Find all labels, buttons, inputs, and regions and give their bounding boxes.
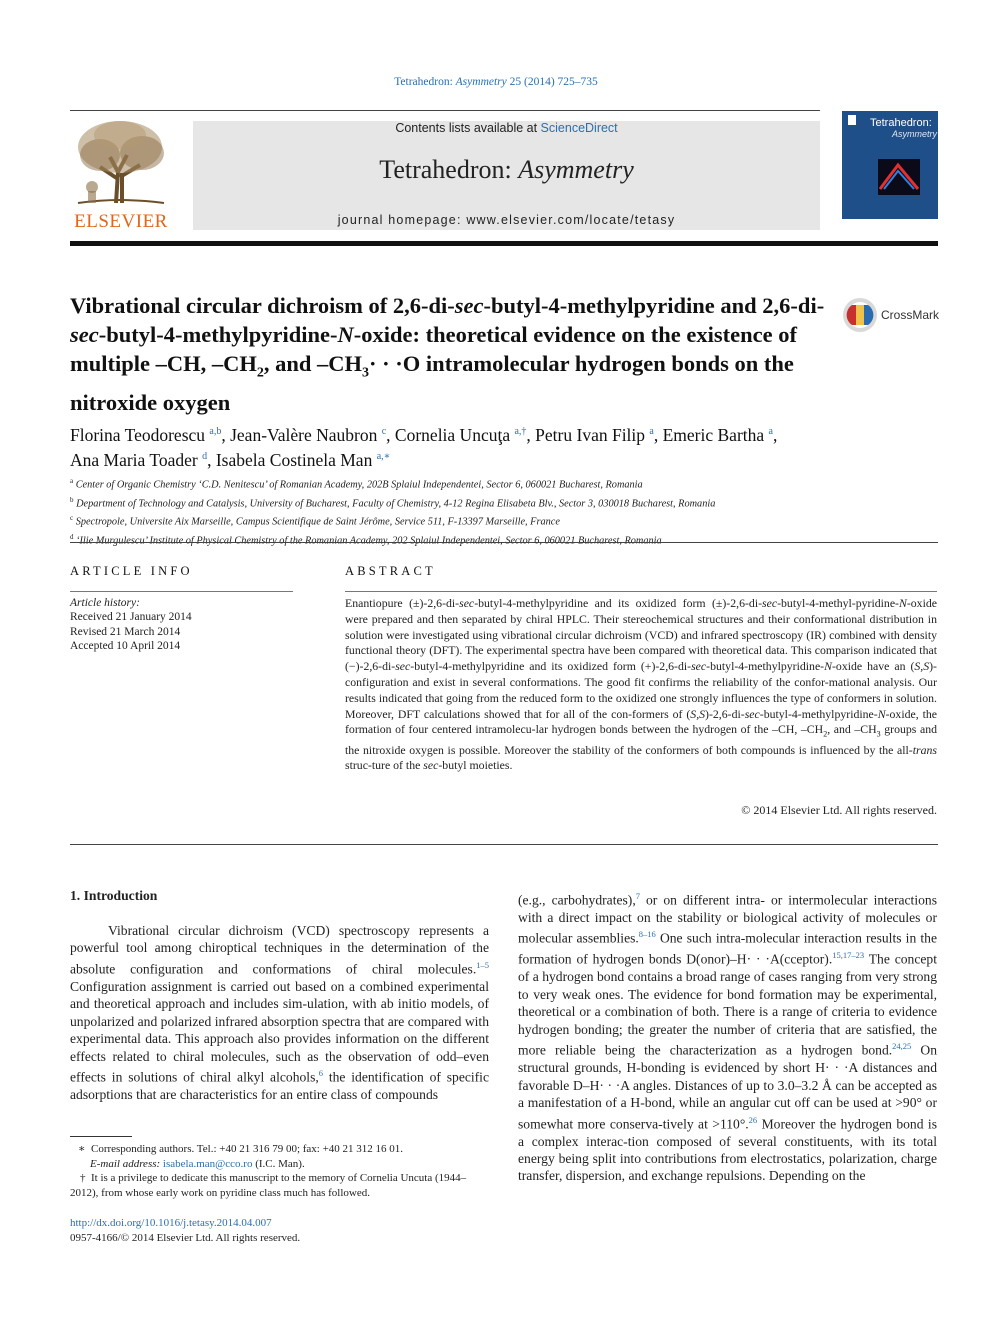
affiliation-item: $^c$ Spectropole, Universite Aix Marseille, Campus Scientifique de Saint Jérôme, Service 511, F-13397 Marseille, France bbox=[70, 514, 560, 528]
section-heading-introduction: 1. Introduction bbox=[70, 888, 158, 903]
author[interactable]: Petru Ivan Filip $^a$ bbox=[535, 424, 654, 445]
email-link[interactable]: isabela.man@cco.ro bbox=[162, 1157, 253, 1170]
divider bbox=[70, 542, 938, 543]
citation-ref[interactable]: 6 bbox=[318, 1068, 324, 1079]
citation-ref[interactable]: 7 bbox=[635, 891, 640, 901]
author[interactable]: Cornelia Uncuţa $^{a,\dagger}$ bbox=[394, 424, 527, 445]
article-title: Vibrational circular dichroism of 2,6-di-sec-butyl-4-methylpyridine and 2,6-di-sec-butyl-4-methylpyridine-N-oxide: theoretical evidence on the existence of multiple –CH, $-CH_2$, and $-CH_3\cdot \cdot \cdot O$ intramolecular hydrogen bonds on the nitroxide oxygen bbox=[70, 293, 825, 415]
author[interactable]: Ana Maria Toader $^d$ bbox=[70, 449, 208, 470]
citation-ref[interactable]: 8–16 bbox=[638, 929, 656, 940]
issn-line: 0957-4166/© 2014 Elsevier Ltd. All rights reserved. bbox=[70, 1232, 301, 1244]
author-list: Florina Teodorescu $^{a,b}$, Jean-Valère Naubron $^c$, Cornelia Uncuţa $^{a,\dagger}$, Petru Ivan Filip $^a$, Emeric Bartha $^a$, Ana Maria Toader $^d$, Isabela Costinela Man $^{a,∗}$ bbox=[70, 424, 778, 470]
author[interactable]: Isabela Costinela Man $^{a,∗}$ bbox=[215, 449, 391, 470]
homepage-link[interactable]: www.elsevier.com/locate/tetasy bbox=[466, 213, 676, 227]
affiliations bbox=[70, 474, 940, 549]
abstract-heading: ABSTRACT bbox=[345, 564, 436, 578]
crossmark-badge[interactable] bbox=[842, 297, 942, 333]
article-footer bbox=[70, 1216, 300, 1246]
journal-cover-image[interactable] bbox=[842, 111, 938, 231]
affiliation-item: $^a$ Center of Organic Chemistry ‘C.D. Nenitescu’ of Romanian Academy, 202B Splaiul Independentei, Sector 6, 060021 Bucharest, Romania bbox=[70, 477, 643, 491]
crossmark-icon bbox=[842, 297, 878, 333]
citation-ref[interactable]: 1–5 bbox=[476, 959, 489, 970]
citation-ref[interactable]: 15,17–23 bbox=[832, 950, 865, 961]
contents-line: Contents lists available at ScienceDirect bbox=[395, 121, 618, 135]
abstract-text: Enantiopure (±)-2,6-di-sec-butyl-4-methylpyridine and its oxidized form (±)-2,6-di-sec-butyl-4-methyl-pyridine-N-oxide were prepared and then separated by chiral HPLC. Their stereochemical structures and their conformational distribution in solution were investigated using vibrational circular dichroism (VCD) and infrared spectroscopy (IR) combined with density functional theory (DFT). The experimental spectra have been compared with theoretical data. This comparison indicated that (−)-2,6-di-sec-butyl-4-methylpyridine and its oxidized form (+)-2,6-di-sec-butyl-4-methylpyridine-N-oxide have an (S,S)-configuration and exist in several conformations. The good fit confirms the reliability of the confor-mational analysis. Our results indicated that going from the reduced form to the oxidized one strongly influences the type of conformers in solution. Moreover, DFT calculations showed that for all of the con-formers of (S,S)-2,6-di-sec-butyl-4-methylpyridine-N-oxide, the formation of four centered intramolecu-lar hydrogen bonds between the hydrogen of the –CH, $-CH_2$, and $-CH_3$ groups and the nitroxide oxygen is possible. Moreover the stability of the conformers of both compounds is influenced by the all-trans struc-ture of the sec-butyl moieties. bbox=[345, 596, 937, 773]
footnote-rule bbox=[70, 1136, 132, 1137]
cover-subtitle: Asymmetry bbox=[892, 129, 937, 139]
citation-ref[interactable]: 24,25 bbox=[892, 1041, 912, 1052]
divider bbox=[70, 591, 293, 592]
elsevier-wordmark: ELSEVIER bbox=[74, 211, 168, 232]
affiliation-item: d bbox=[70, 533, 74, 542]
article-history: Article history: Received 21 January 2014 Revised 21 March 2014 Accepted 10 April 2014 bbox=[70, 597, 192, 652]
author[interactable]: Emeric Bartha $^a$ bbox=[662, 424, 773, 445]
journal-homepage: journal homepage: www.elsevier.com/locate/tetasy bbox=[337, 213, 676, 227]
footnotes: ∗ Corresponding authors. Tel.: +40 21 316 79 00; fax: +40 21 312 16 01. E-mail address: isabela.man@cco.ro (I.C. Man). † It is a privilege to dedicate this manuscript to the memory of Cornelia Uncuta (1944–2012), from whose early work on pyridine class much has followed. bbox=[70, 1143, 467, 1199]
elsevier-logo[interactable] bbox=[70, 117, 172, 232]
header-top-rule bbox=[70, 110, 820, 111]
crossmark-label: CrossMark bbox=[881, 308, 940, 322]
author[interactable]: Jean-Valère Naubron $^c$ bbox=[230, 424, 387, 445]
cover-artwork-icon bbox=[878, 159, 920, 195]
sciencedirect-link[interactable]: ScienceDirect bbox=[540, 121, 618, 135]
divider bbox=[70, 844, 938, 845]
header-bottom-bar bbox=[70, 241, 938, 246]
citation-ref[interactable]: 26 bbox=[748, 1114, 758, 1125]
affiliation-item: $^b$ Department of Technology and Catalysis, University of Bucharest, Faculty of Chemistry, 4-12 Regina Elisabeta Blv., Sector 3, 030018 Bucharest, Romania bbox=[70, 495, 716, 510]
cover-logo-icon bbox=[848, 115, 856, 125]
body-column-left: Vibrational circular dichroism (VCD) spectroscopy represents a powerful tool among chiroptical techniques in the determination of the absolute configuration and conformations of chiral molecules.$^{1-5}$ Configuration assignment is carried out based on a combined experimental and theoretical approach and includes sim-ulation, with ab initio models, of unpolarized and polarized infrared absorption spectra that are compared with experimental data. This approach also provides information on the different effects related to chiral molecules, such as the observation of odd–even effects in solutions of chiral alkyl alcohols,$^6$ the identification of specific adsorptions that are characteristics for an entire class of compounds bbox=[70, 923, 489, 1103]
body-column-right: (e.g., carbohydrates),$^7$ or on different intra- or intermolecular interactions with a direct impact on the stability or biological activity of molecules or molecular assemblies.$^{8-16}$ One such intra-molecular interaction results in the formation of hydrogen bonds D(onor)–H· · ·A(cceptor).$^{15,17-23}$ The concept of a hydrogen bond contains a broad range of cases ranging from very strong to very weak ones. The evidence for bond formation may be experimental, theoretical or a combination of both. There is a range of criteria to evidence hydrogen bonding; the greater the number of criteria that are satisfied, the more reliable being the characterization as a hydrogen bond.$^{24,25}$ On structural grounds, H-bonding is evidenced by short H· · ·A distances and favorable D–H· · ·A angles. Distances of up to 3.0–3.2 Å can be accepted as a manifestation of a H-bond, while an angular cut off can be used at >90° or somewhat more conserva-tively at >110°.$^{26}$ Moreover the hydrogen bond is a complex interac-tion composed of several constituents, with its total energy being split into contributions from electrostatics, polarization, charge transfer, dispersion, and exchange repulsions. Depending on the bbox=[518, 891, 938, 1184]
journal-name: Tetrahedron: Asymmetry bbox=[379, 155, 634, 184]
cover-title: Tetrahedron: bbox=[870, 117, 932, 129]
doi-link[interactable]: http://dx.doi.org/10.1016/j.tetasy.2014.04.007 bbox=[70, 1217, 272, 1229]
cover-footer bbox=[842, 219, 938, 231]
abstract-copyright: © 2014 Elsevier Ltd. All rights reserved. bbox=[741, 803, 937, 817]
divider bbox=[345, 591, 937, 592]
journal-citation[interactable]: Tetrahedron: Asymmetry 25 (2014) 725–735 bbox=[394, 76, 598, 88]
author[interactable]: Florina Teodorescu $^{a,b}$ bbox=[70, 424, 222, 445]
article-info-heading: ARTICLE INFO bbox=[70, 564, 193, 578]
